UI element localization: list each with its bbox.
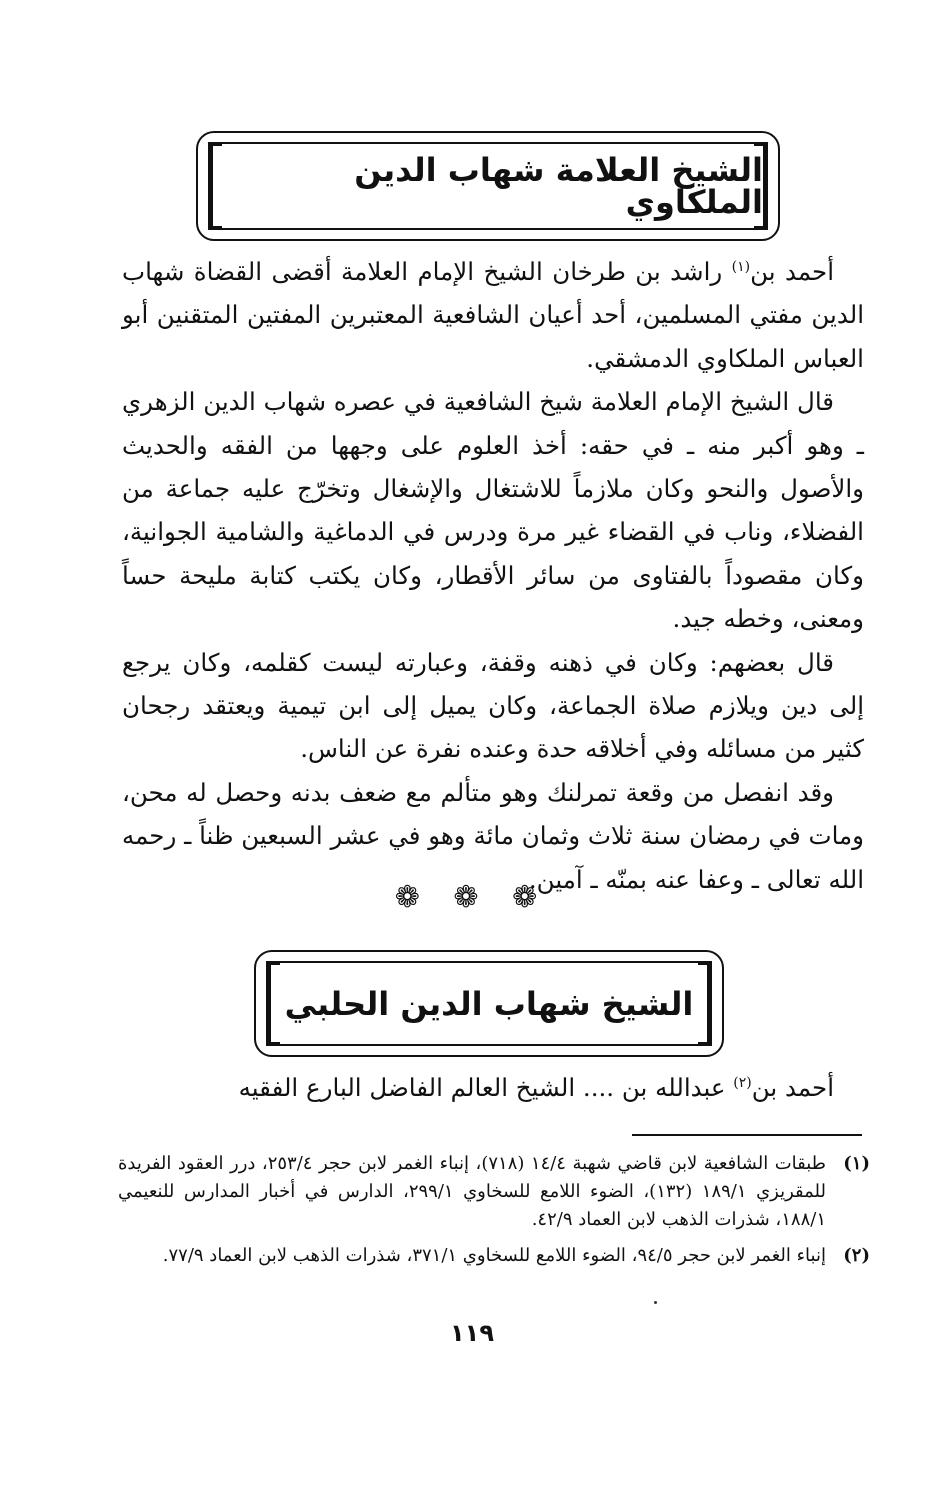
section-title-inner-frame-1	[208, 142, 768, 230]
footnotes	[118, 1150, 870, 1278]
footnote-text: إنباء الغمر لابن حجر ٩٤/٥، الضوء اللامع للسخاوي ٣٧١/١، شذرات الذهب لابن العماد ٧٧/٩.	[162, 1245, 826, 1266]
paragraph	[122, 250, 864, 380]
print-speck	[654, 1301, 657, 1304]
paragraph-text: عبدالله بن .... الشيخ العالم الفاضل البارع الفقيه	[238, 1073, 734, 1102]
section-title-frame-2	[254, 950, 724, 1057]
footnote-number: (٢)	[843, 1245, 870, 1266]
footnote-text: طبقات الشافعية لابن قاضي شهبة ١٤/٤ (٧١٨)، إنباء الغمر لابن حجر ٢٥٣/٤، درر العقود الفريدة للمقريزي ١٨٩/١ (١٣٢)، الضوء اللامع للسخاوي ٢٩٩/١، الدارس في أخبار المدارس للنعيمي ١٨٨/١، شذرات الذهب لابن العماد ٤٢/٩.	[118, 1153, 826, 1230]
paragraph	[122, 1066, 864, 1109]
section-title-1: الشيخ العلامة شهاب الدين الملكاوي	[354, 151, 763, 221]
footnote-reference-1: (١)	[731, 258, 751, 275]
paragraph-text: راشد بن طرخان الشيخ الإمام العلامة أقضى القضاة شهاب الدين مفتي المسلمين، أحد أعيان الشافعية المعتبرين المفتين المتقنين أبو العباس الملكاوي الدمشقي.	[122, 257, 864, 373]
section-title-inner-frame-2	[266, 961, 712, 1046]
section-separator-ornaments: ❁ ❁ ❁	[394, 880, 550, 915]
footnote-item	[118, 1242, 870, 1270]
footnote-reference-2: (٢)	[733, 1074, 752, 1091]
footnote-divider	[632, 1134, 862, 1136]
page-number: ١١٩	[450, 1319, 494, 1347]
section-title-2: الشيخ شهاب الدين الحلبي	[284, 984, 694, 1023]
paragraph: قال الشيخ الإمام العلامة شيخ الشافعية في عصره شهاب الدين الزهري ـ وهو أكبر منه ـ في حقه: أخذ العلوم على وجهها من الفقه والحديث والأصول والنحو وكان ملازماً للاشتغال والإشغال وتخرّج عليه جماعة من الفضلاء، وناب في القضاء غير مرة ودرس في الدماغية والشامية الجوانية، وكان مقصوداً بالفتاوى من سائر الأقطار، وكان يكتب كتابة مليحة حساً ومعنى، وخطه جيد.	[122, 387, 864, 634]
paragraph: وقد انفصل من وقعة تمرلنك وهو متألم مع ضعف بدنه وحصل له محن، ومات في رمضان سنة ثلاث وثمان مائة وهو في عشر السبعين ظناً ـ رحمه الله تعالى ـ وعفا عنه بمنّه ـ آمين.	[122, 777, 864, 894]
section-title-frame-1	[196, 131, 780, 241]
footnote-number: (١)	[843, 1153, 870, 1174]
paragraph: قال بعضهم: وكان في ذهنه وقفة، وعبارته ليست كقلمه، وكان يرجع إلى دين ويلازم صلاة الجماعة، وكان يميل إلى ابن تيمية ويعتقد رجحان كثير من مسائله وفي أخلاقه حدة وعنده نفرة عن الناس.	[122, 647, 864, 764]
paragraph-lead: أحمد بن	[750, 257, 835, 286]
paragraph-lead: أحمد بن	[751, 1073, 834, 1102]
section-body-2	[122, 1066, 864, 1109]
section-body-1	[122, 250, 864, 901]
footnote-item	[118, 1150, 870, 1234]
